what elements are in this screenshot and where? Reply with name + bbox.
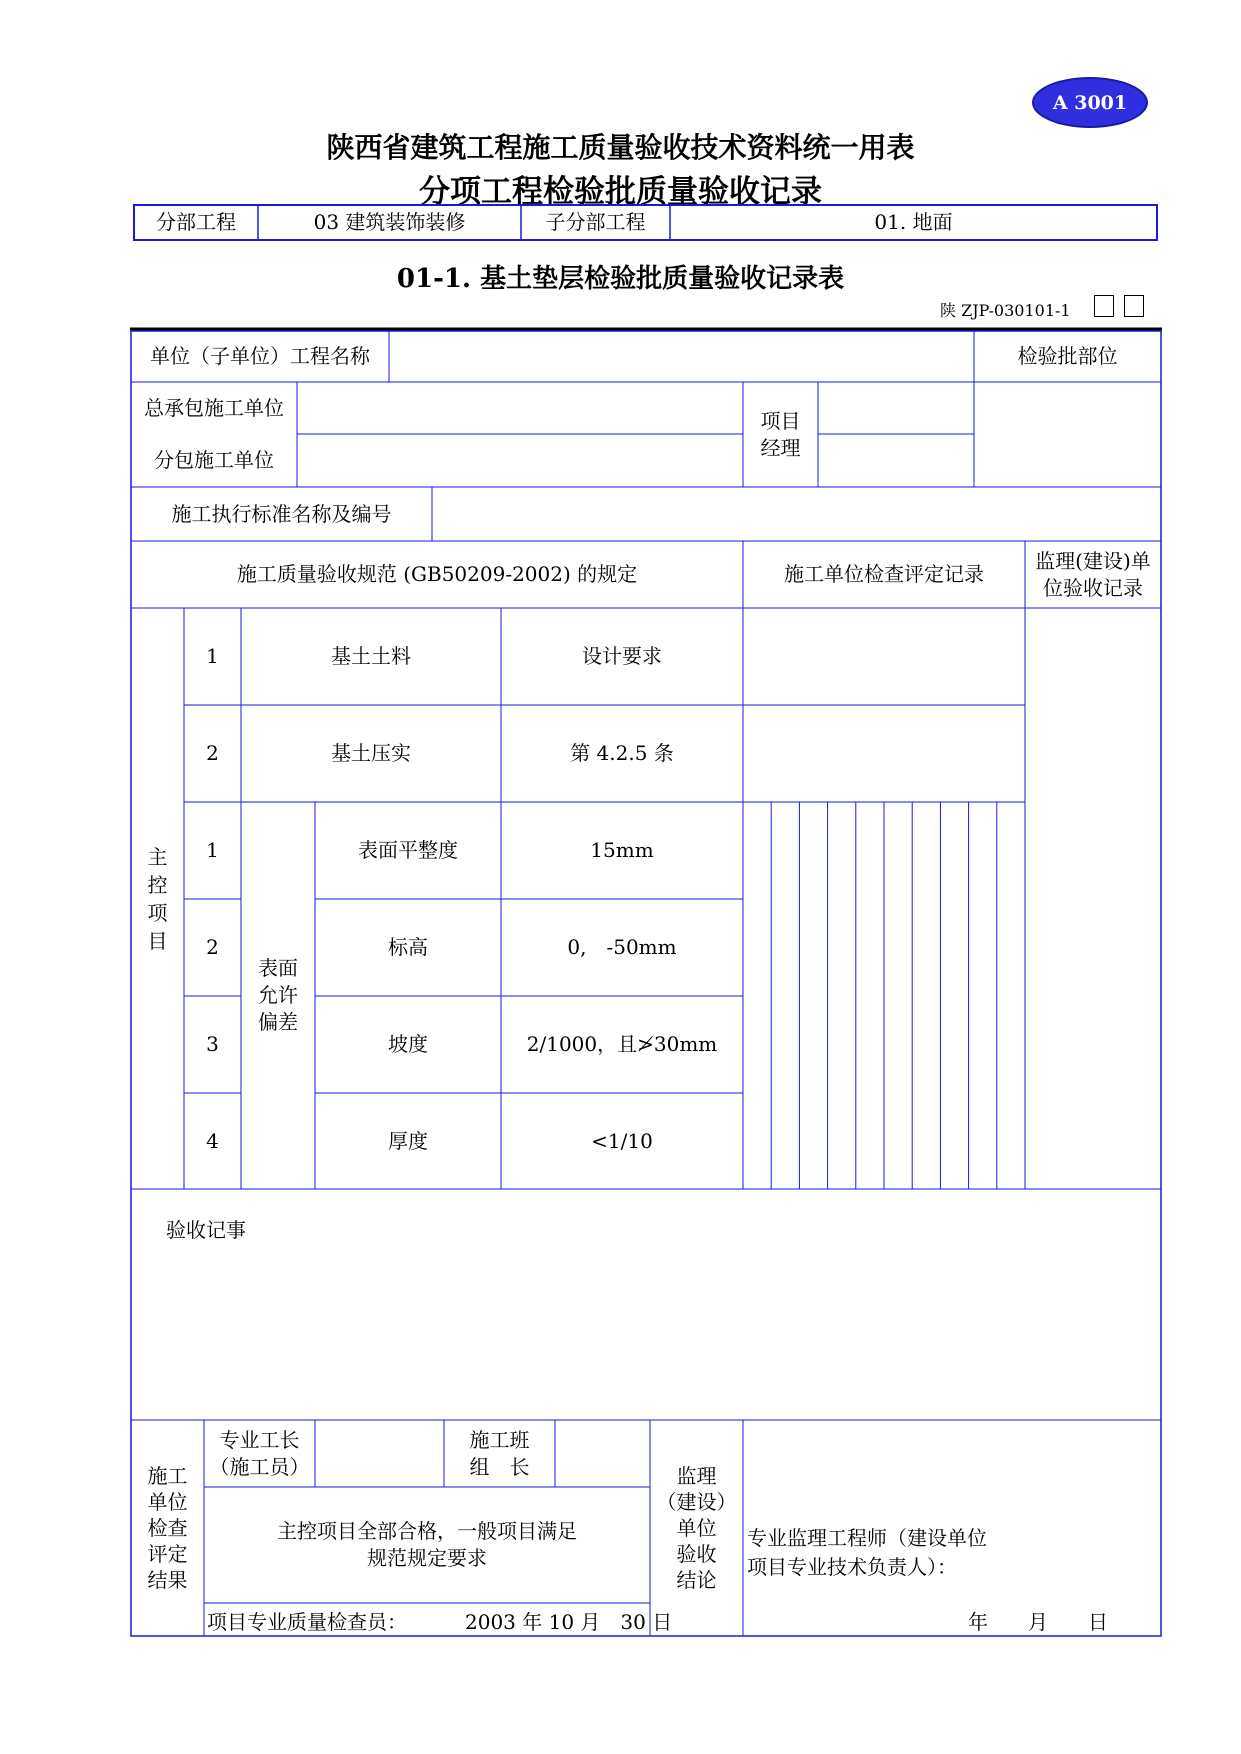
row-item: 基土压实 (331, 741, 411, 765)
row-no: 2 (206, 935, 219, 959)
form-title: 分项工程检验批质量验收记录 (419, 174, 822, 210)
main-control-label: 主 控 项 目 (147, 844, 168, 953)
row-no: 1 (206, 644, 219, 668)
inspection-date: 2003 年 10 月 30 日 (465, 1610, 673, 1634)
row-requirement: 2/1000，且≯30mm (526, 1032, 718, 1056)
supervisor-header: 监理(建设)单 位验收记录 (1035, 548, 1151, 600)
row-no: 4 (206, 1128, 219, 1153)
batch-location-label: 检验批部位 (1017, 344, 1118, 368)
contractor-result-label: 施工 单位 检查 评定 结果 (147, 1464, 188, 1592)
contractor-check-header: 施工单位检查评定记录 (784, 562, 984, 586)
standard-label: 施工执行标准名称及编号 (171, 501, 392, 526)
subdivision-label: 子分部工程 (545, 210, 646, 234)
supervisor-engineer-label: 专业监理工程师（建设单位 项目专业技术负责人）： (747, 1526, 987, 1579)
division-value: 03 建筑装饰装修 (313, 210, 466, 234)
checkbox-2[interactable] (1124, 295, 1144, 317)
row-item: 厚度 (388, 1128, 428, 1153)
surface-tolerance-label: 表面 允许 偏差 (258, 956, 298, 1034)
row-requirement: 第 4.2.5 条 (570, 741, 674, 765)
contractor-conclusion: 主控项目全部合格，一般项目满足 规范规定要求 (277, 1519, 577, 1570)
notes-label: 验收记事 (166, 1218, 246, 1242)
general-contractor-label: 总承包施工单位 (144, 395, 284, 420)
project-manager-label: 项目 经理 (760, 408, 801, 460)
supervisor-conclusion-label: 监理 （建设） 单位 验收 结论 (656, 1464, 737, 1592)
row-item: 基土土料 (331, 644, 411, 668)
row-item: 表面平整度 (358, 838, 458, 862)
province-title: 陕西省建筑工程施工质量验收技术资料统一用表 (326, 131, 915, 164)
spec-header: 施工质量验收规范 (GB50209-2002) 的规定 (236, 562, 638, 586)
row-no: 3 (206, 1032, 219, 1056)
row-requirement: 15mm (590, 838, 654, 862)
sign-date: 年 月 日 (968, 1610, 1108, 1634)
inspector-label: 项目专业质量检查员： (207, 1610, 407, 1634)
table-title: 01-1. 基土垫层检验批质量验收记录表 (396, 264, 845, 294)
row-requirement: <1/10 (591, 1128, 653, 1153)
row-item: 坡度 (388, 1032, 428, 1056)
row-item: 标高 (388, 935, 428, 959)
subdivision-value: 01. 地面 (874, 210, 953, 234)
row-requirement: 0, -50mm (567, 935, 677, 959)
checkbox-1[interactable] (1094, 295, 1114, 317)
project-name-label: 单位（子单位）工程名称 (150, 344, 370, 368)
division-label: 分部工程 (156, 210, 236, 234)
form-number-badge: A 3001 (1032, 77, 1148, 128)
form-code: 陕 ZJP-030101-1 (940, 301, 1071, 320)
team-leader-label: 施工班 组 长 (469, 1427, 530, 1479)
row-no: 2 (206, 741, 219, 765)
foreman-label: 专业工长 （施工员） (209, 1427, 310, 1479)
project-name-field[interactable] (389, 331, 974, 382)
row-requirement: 设计要求 (582, 644, 662, 668)
subcontractor-label: 分包施工单位 (154, 448, 274, 472)
row-no: 1 (206, 838, 219, 862)
